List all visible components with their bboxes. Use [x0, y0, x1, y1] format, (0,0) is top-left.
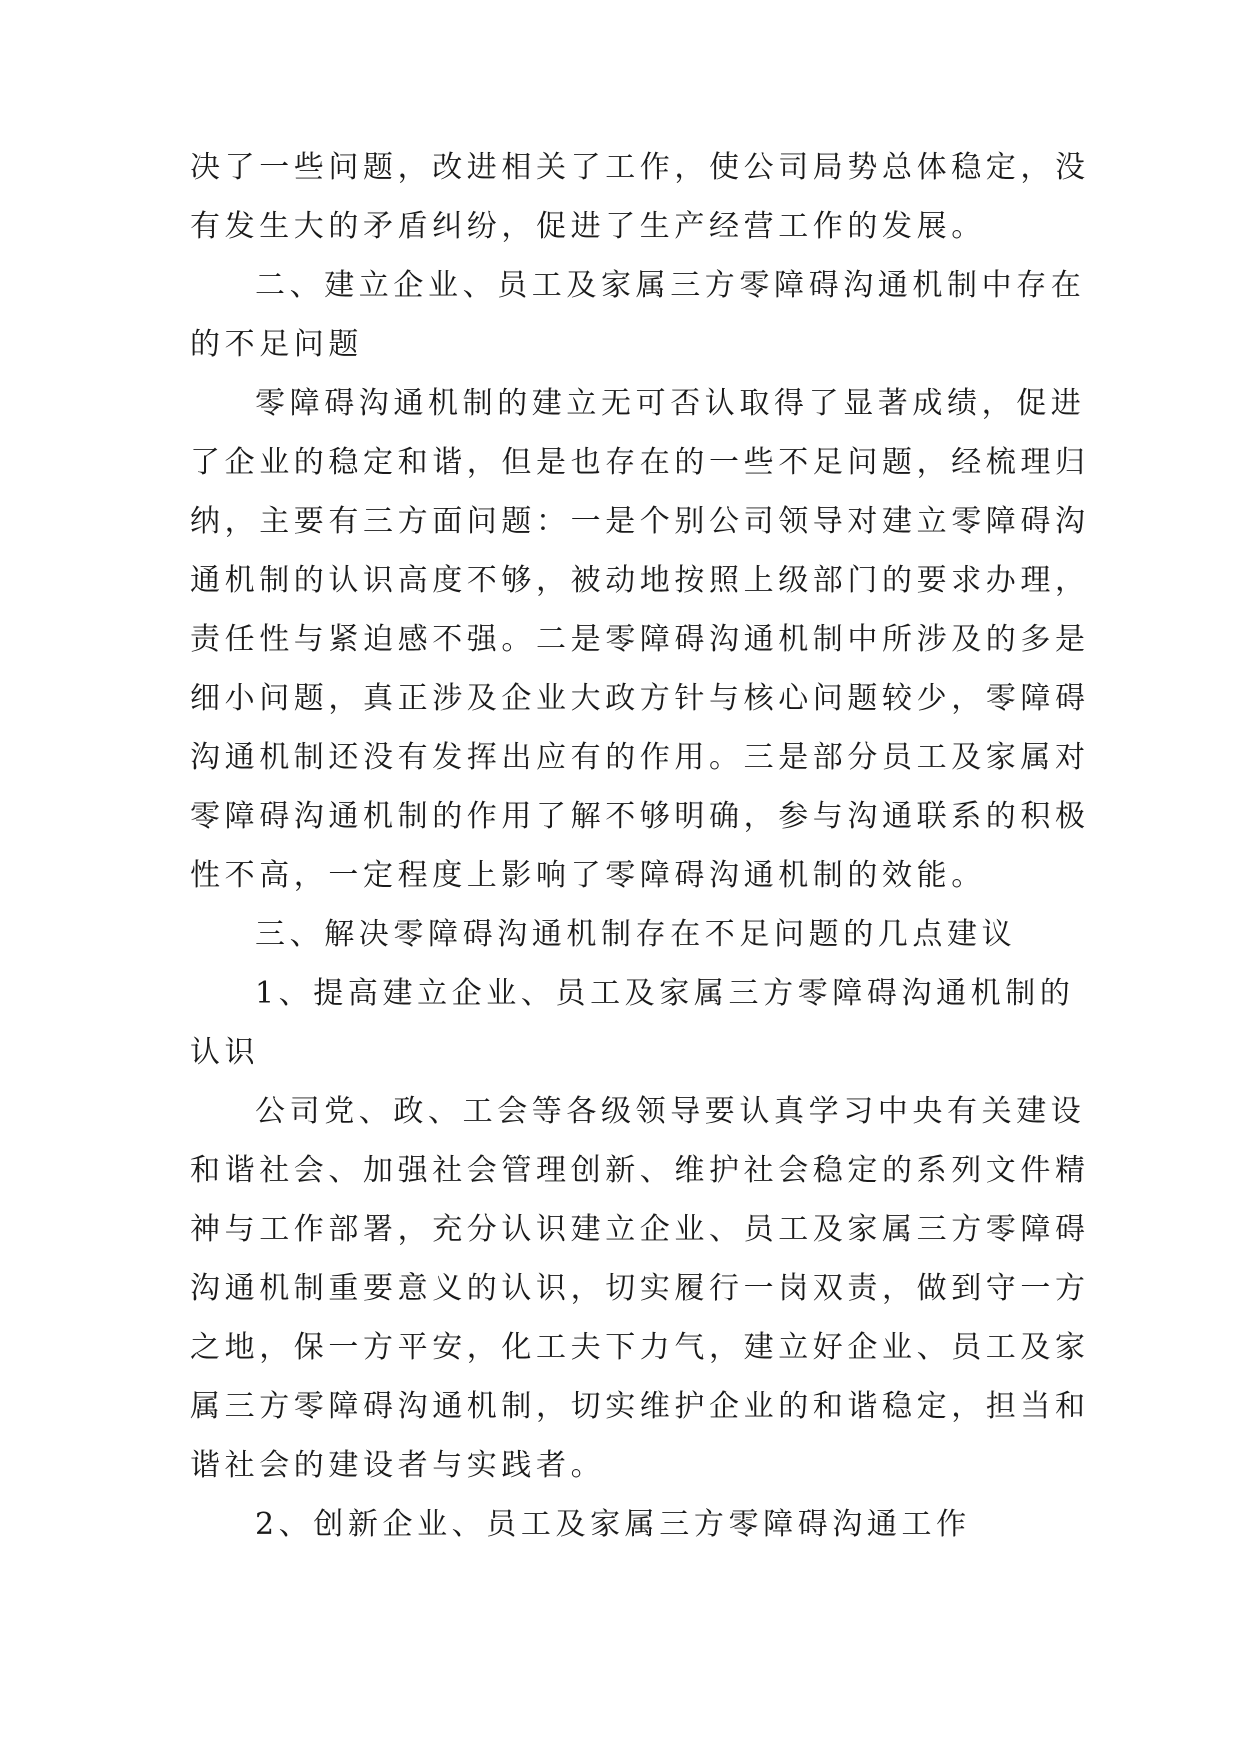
- paragraph-line: 有发生大的矛盾纠纷，促进了生产经营工作的发展。: [190, 209, 986, 244]
- subsection-heading-line: 2、创新企业、员工及家属三方零障碍沟通工作: [255, 1507, 971, 1542]
- paragraph-line: 沟通机制重要意义的认识，切实履行一岗双责，做到守一方: [190, 1271, 1090, 1306]
- paragraph-line: 之地，保一方平安，化工夫下力气，建立好企业、员工及家: [190, 1330, 1090, 1365]
- paragraph-line: 神与工作部署，充分认识建立企业、员工及家属三方零障碍: [190, 1212, 1090, 1247]
- paragraph-line: 零障碍沟通机制的建立无可否认取得了显著成绩，促进: [255, 386, 1086, 421]
- paragraph-line: 纳，主要有三方面问题：一是个别公司领导对建立零障碍沟: [190, 504, 1090, 539]
- subsection-heading-line: 认识: [190, 1035, 260, 1070]
- paragraph-line: 谐社会的建设者与实践者。: [190, 1448, 606, 1483]
- paragraph-line: 通机制的认识高度不够，被动地按照上级部门的要求办理，: [190, 563, 1090, 598]
- subsection-heading-line: 1、提高建立企业、员工及家属三方零障碍沟通机制的: [255, 976, 1075, 1011]
- paragraph-line: 沟通机制还没有发挥出应有的作用。三是部分员工及家属对: [190, 740, 1090, 775]
- section-heading-line: 二、建立企业、员工及家属三方零障碍沟通机制中存在: [255, 268, 1086, 303]
- paragraph-line: 属三方零障碍沟通机制，切实维护企业的和谐稳定，担当和: [190, 1389, 1090, 1424]
- paragraph-line: 性不高，一定程度上影响了零障碍沟通机制的效能。: [190, 858, 986, 893]
- paragraph-line: 和谐社会、加强社会管理创新、维护社会稳定的系列文件精: [190, 1153, 1090, 1188]
- section-heading-line: 三、解决零障碍沟通机制存在不足问题的几点建议: [255, 917, 1017, 952]
- paragraph-line: 决了一些问题，改进相关了工作，使公司局势总体稳定，没: [190, 150, 1090, 185]
- paragraph-line: 细小问题，真正涉及企业大政方针与核心问题较少，零障碍: [190, 681, 1090, 716]
- paragraph-line: 零障碍沟通机制的作用了解不够明确，参与沟通联系的积极: [190, 799, 1090, 834]
- section-heading-line: 的不足问题: [190, 327, 363, 362]
- paragraph-line: 责任性与紧迫感不强。二是零障碍沟通机制中所涉及的多是: [190, 622, 1090, 657]
- paragraph-line: 了企业的稳定和谐，但是也存在的一些不足问题，经梳理归: [190, 445, 1090, 480]
- paragraph-line: 公司党、政、工会等各级领导要认真学习中央有关建设: [255, 1094, 1086, 1129]
